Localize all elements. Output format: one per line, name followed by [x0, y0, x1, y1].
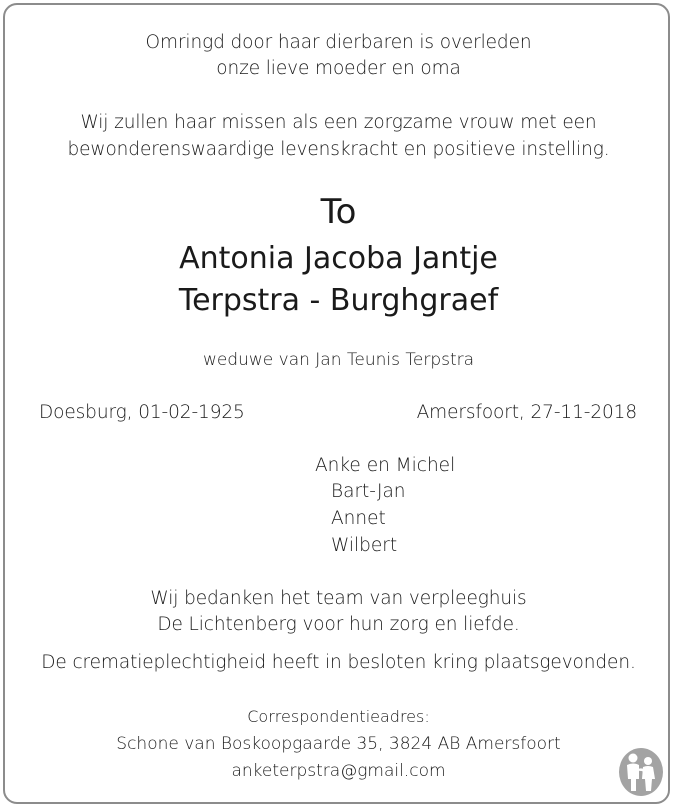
thanks-line-2: De Lichtenberg voor hun zorg en liefde. [157, 614, 520, 635]
tribute-line-2: bewonderenswaardige levenskracht en positieve instelling. [67, 139, 610, 160]
tribute-line-1: Wij zullen haar missen als een zorgzame vrouw met een [80, 112, 597, 133]
intro-line-2: onze lieve moeder en oma [216, 58, 461, 79]
family-member: Bart-Jan [331, 481, 406, 502]
correspondence-address: Schone van Boskoopgaarde 35, 3824 AB Amersfoort [116, 734, 561, 754]
deceased-name-line-1: Antonia Jacoba Jantje [179, 241, 498, 276]
correspondence-label: Correspondentieadres: [247, 707, 430, 726]
thanks-line-1: Wij bedanken het team van verpleeghuis [150, 588, 527, 609]
family-member: Anke en Michel [315, 455, 456, 476]
intro-line-1: Omringd door haar dierbaren is overleden [145, 32, 532, 53]
deceased-name-line-2: Terpstra - Burghgraef [178, 283, 499, 318]
death-date-place: Amersfoort, 27-11-2018 [416, 402, 637, 423]
birth-date-place: Doesburg, 01-02-1925 [39, 402, 245, 423]
widow-of: weduwe van Jan Teunis Terpstra [202, 350, 475, 370]
family-member: Annet [331, 508, 386, 529]
memorial-figures-icon [617, 745, 665, 797]
deceased-nickname: To [320, 192, 357, 232]
correspondence-email: anketerpstra@gmail.com [231, 761, 446, 781]
cremation-notice: De crematieplechtigheid heeft in besloten kring plaatsgevonden. [41, 652, 636, 673]
family-member: Wilbert [331, 535, 398, 556]
